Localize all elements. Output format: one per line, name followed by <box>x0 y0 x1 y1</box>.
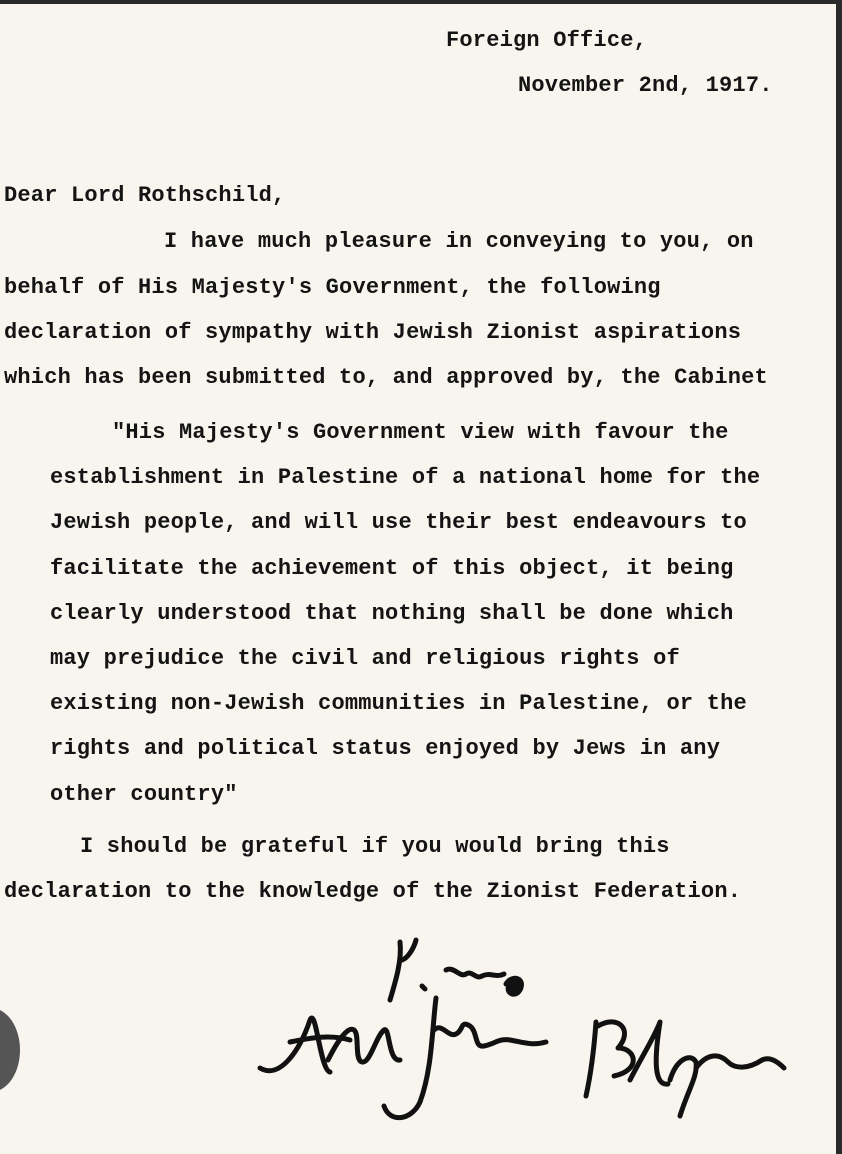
declaration-line: rights and political status enjoyed by Jews in any <box>50 736 721 761</box>
header-office: Foreign Office, <box>446 28 648 53</box>
declaration-line: facilitate the achievement of this object, it being <box>50 556 734 581</box>
declaration-line: may prejudice the civil and religious rights of <box>50 646 680 671</box>
declaration-line: existing non-Jewish communities in Palestine, or the <box>50 691 747 716</box>
intro-line: declaration of sympathy with Jewish Zionist aspirations <box>4 320 742 345</box>
declaration-line: establishment in Palestine of a national home for the <box>50 465 761 490</box>
window-right-edge <box>836 0 842 1154</box>
closing-line: I should be grateful if you would bring this <box>80 834 670 859</box>
intro-line: behalf of His Majesty's Government, the following <box>4 275 661 300</box>
declaration-line: clearly understood that nothing shall be done which <box>50 601 734 626</box>
declaration-line: other country" <box>50 782 238 807</box>
handwritten-signature-icon <box>250 930 790 1130</box>
declaration-line: "His Majesty's Government view with favour the <box>112 420 729 445</box>
declaration-line: Jewish people, and will use their best endeavours to <box>50 510 747 535</box>
window-top-edge <box>0 0 842 4</box>
intro-line: which has been submitted to, and approved by, the Cabinet <box>4 365 768 390</box>
header-date: November 2nd, 1917. <box>518 73 773 98</box>
closing-line: declaration to the knowledge of the Zionist Federation. <box>4 879 742 904</box>
intro-line: I have much pleasure in conveying to you, on <box>164 229 754 254</box>
salutation: Dear Lord Rothschild, <box>4 183 286 208</box>
